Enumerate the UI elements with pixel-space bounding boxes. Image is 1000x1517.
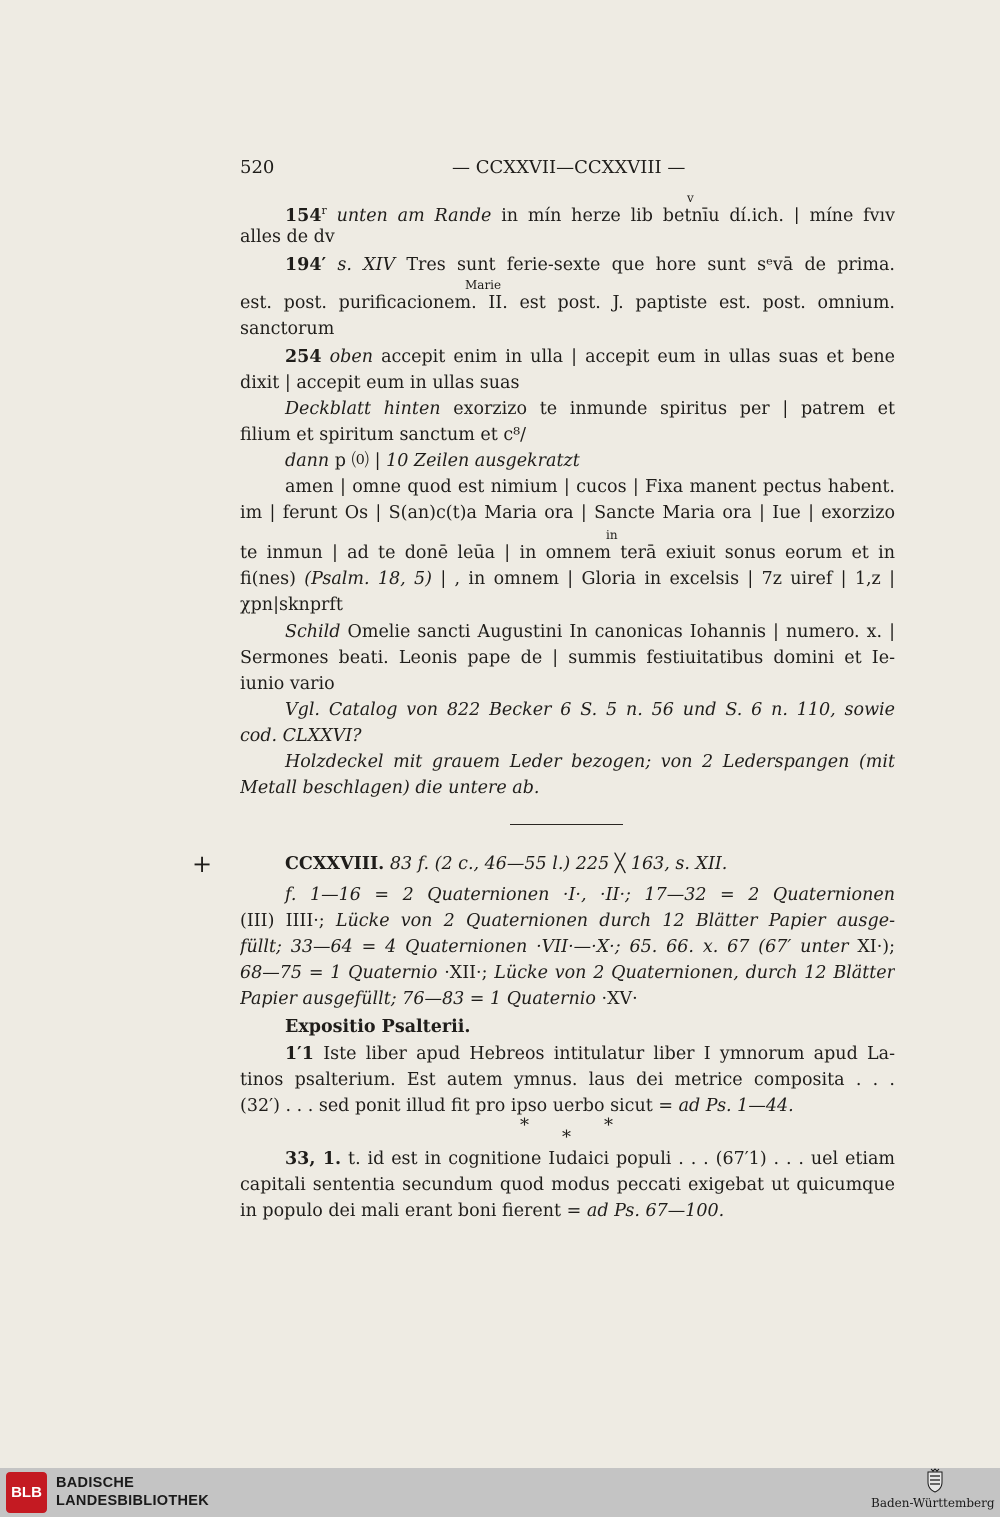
entry-line [240,851,895,877]
transcription-text: Lücke von 2 Quaternionen durch 12 Blätter Papier ausge- [335,911,895,931]
library-name-line: LANDESBIBLIOTHEK [56,1493,210,1509]
work-title [240,1014,895,1040]
entry-line [240,934,895,960]
transcription-text: 68—75 = 1 Quaternio [240,963,438,983]
running-title: — CCXXVII—CCXXVIII — [452,157,686,178]
entry-holzdeckel [240,749,895,801]
entry-line: Sermones beati. Leonis pape de | summis festiuitatibus domini et Ie- [240,648,895,668]
superscript-in: in [606,528,618,542]
entry-line: filium et spiritum sanctum et c⁸/ [240,425,527,445]
location-note: oben [329,347,373,367]
entry-line [240,344,895,370]
entry-line [240,986,895,1012]
entry-line: f. 1—16 = 2 Quaternionen ·I·, ·II·; 17—32 = 2 Quaternionen [285,885,895,905]
transcription-text: fi(nes) [240,569,296,589]
entry-line: Holzdeckel mit grauem Leder bezogen; von 2 Lederspangen (mit [285,752,895,772]
entry-line: tinos psalterium. Est autem ymnus. laus dei metrice composita . . . [240,1070,895,1090]
location-note: 10 Zeilen ausgekratzt [386,451,580,471]
quire-mark: (III) IIII·; [240,911,325,931]
folio-ref: 33, 1. [285,1149,342,1169]
transcription-text: füllt; 33—64 = 4 Quaternionen ·VII·—·X·; 65. 66. x. 67 (67′ unter [240,937,849,957]
folio-ref: 154 [285,205,322,224]
location-note: Schild [285,622,341,642]
quire-mark: ·XII·; [444,963,488,983]
entry-line: dixit | accepit eum in ullas suas [240,373,520,393]
psalm-ref: = ad Ps. 1—44. [658,1096,794,1116]
transcription-text: Papier ausgefüllt; 76—83 = 1 Quaternio [240,989,596,1009]
transcription-text: (32′) . . . sed ponit illud fit pro ipso uerbo sicut [240,1096,653,1116]
entry-line [240,1014,895,1040]
quire-mark: XI·); [857,937,895,957]
entry-194v [240,252,895,342]
margin-plus-mark: + [192,850,213,878]
quire-mark: ·XV· [601,989,638,1009]
state-crest-icon [925,1468,945,1494]
entry-line [240,448,895,474]
superscript-marie: Marie [465,278,502,292]
entry-deckblatt [240,396,895,448]
folio-ref: 254 [285,347,322,367]
entry-line: alles de dv [240,227,335,247]
entry-line [240,198,895,224]
transcription-text: | , in omnem | Gloria in excelsis | 7z uiref | 1,z | [440,569,895,589]
folio-ref: 1′1 [285,1044,314,1064]
transcription-text: accepit enim in ulla | accepit eum in ullas suas et bene [381,347,895,367]
entry-line [240,908,895,934]
star-mark: * [604,1115,613,1136]
entry-dann [240,448,895,474]
entry-line [240,396,895,422]
transcription-text: t. id est in cognitione Iudaici populi . . . (67′1) . . . uel etiam [348,1149,895,1169]
transcription-text: Iste liber apud Hebreos intitulatur liber I ymnorum apud La- [323,1044,895,1064]
library-name-line: BADISCHE [56,1475,135,1491]
transcription-text: in populo dei mali erant boni fierent [240,1201,562,1221]
psalm-ref: = ad Ps. 67—100. [566,1201,725,1221]
section-divider [510,824,623,825]
location-note: Deckblatt hinten [285,399,441,419]
entry-line [240,566,895,592]
library-footer [0,1468,1000,1517]
entry-schild [240,619,895,697]
entry-line: im | ferunt Os | S(an)c(t)a Maria ora | Sancte Maria ora | Iue | exorzizo [240,503,895,523]
entry-line: sanctorum [240,319,335,339]
codex-number: CCXXVIII. [285,854,385,874]
transcription-text: in mín herze lib betnīu dí.ich. | míne fvıv [501,205,895,224]
entry-line [240,960,895,986]
transcription-text: Omelie sancti Augustini In canonicas Iohannis | numero. x. | [347,622,895,642]
transcription-text: p ⒪ | [334,451,381,471]
entry-line: te inmun | ad te donē leūa | in omnem terā exiuit sonus eorum et in [240,543,895,563]
star-mark: * [562,1127,571,1148]
entry-line: cod. CLXXVI? [240,726,362,746]
codex-description: 83 f. (2 c., 46—55 l.) 225 ╳ 163, s. XII. [389,854,728,874]
entry-line: capitali sententia secundum quod modus peccati exigebat ut quicumque [240,1175,895,1195]
location-note: s. XIV [337,255,396,275]
transcription-text: Lücke von 2 Quaternionen, durch 12 Blätter [494,963,895,983]
entry-33-1 [240,1146,895,1224]
page-header [240,157,895,181]
entry-line: amen | omne quod est nimium | cucos | Fixa manent pectus habent. [285,477,895,497]
entry-line [240,252,895,278]
codex-header [240,851,895,877]
entry-line [240,619,895,645]
state-name: Baden-Württemberg [871,1496,995,1510]
entry-line: est. post. purificacionem. II. est post. J. paptiste est. post. omnium. [240,293,895,313]
entry-line: Vgl. Catalog von 822 Becker 6 S. 5 n. 56 und S. 6 n. 110, sowie [285,700,895,720]
entry-1v1 [240,1041,895,1119]
entry-vgl [240,697,895,749]
entry-amen [240,474,895,618]
entry-line [240,1041,895,1067]
location-note: unten am Rande [336,205,492,224]
blb-logo[interactable]: BLB [6,1472,47,1513]
work-heading: Expositio Psalterii. [285,1017,471,1037]
entry-line: Metall beschlagen) die untere ab. [240,778,540,798]
entry-154r [240,198,895,250]
superscript-v: v [687,191,694,205]
entry-line: χpn|sknprft [240,595,343,615]
transcription-text: exorzizo te inmunde spiritus per | patrem et [453,399,895,419]
note-word: dann [285,451,330,471]
transcription-text: Tres sunt ferie-sexte que hore sunt sᵉvā de prima. [406,255,895,275]
entry-line [240,1198,895,1224]
entry-line [240,1146,895,1172]
folio-ref: 194′ [285,255,327,275]
psalm-ref: (Psalm. 18, 5) [304,569,432,589]
collation [240,882,895,1012]
entry-line: iunio vario [240,674,335,694]
entry-254 [240,344,895,396]
star-mark: * [520,1115,529,1136]
page-number: 520 [240,157,275,178]
library-name[interactable] [56,1474,209,1510]
folio-superscript: r [321,204,327,217]
